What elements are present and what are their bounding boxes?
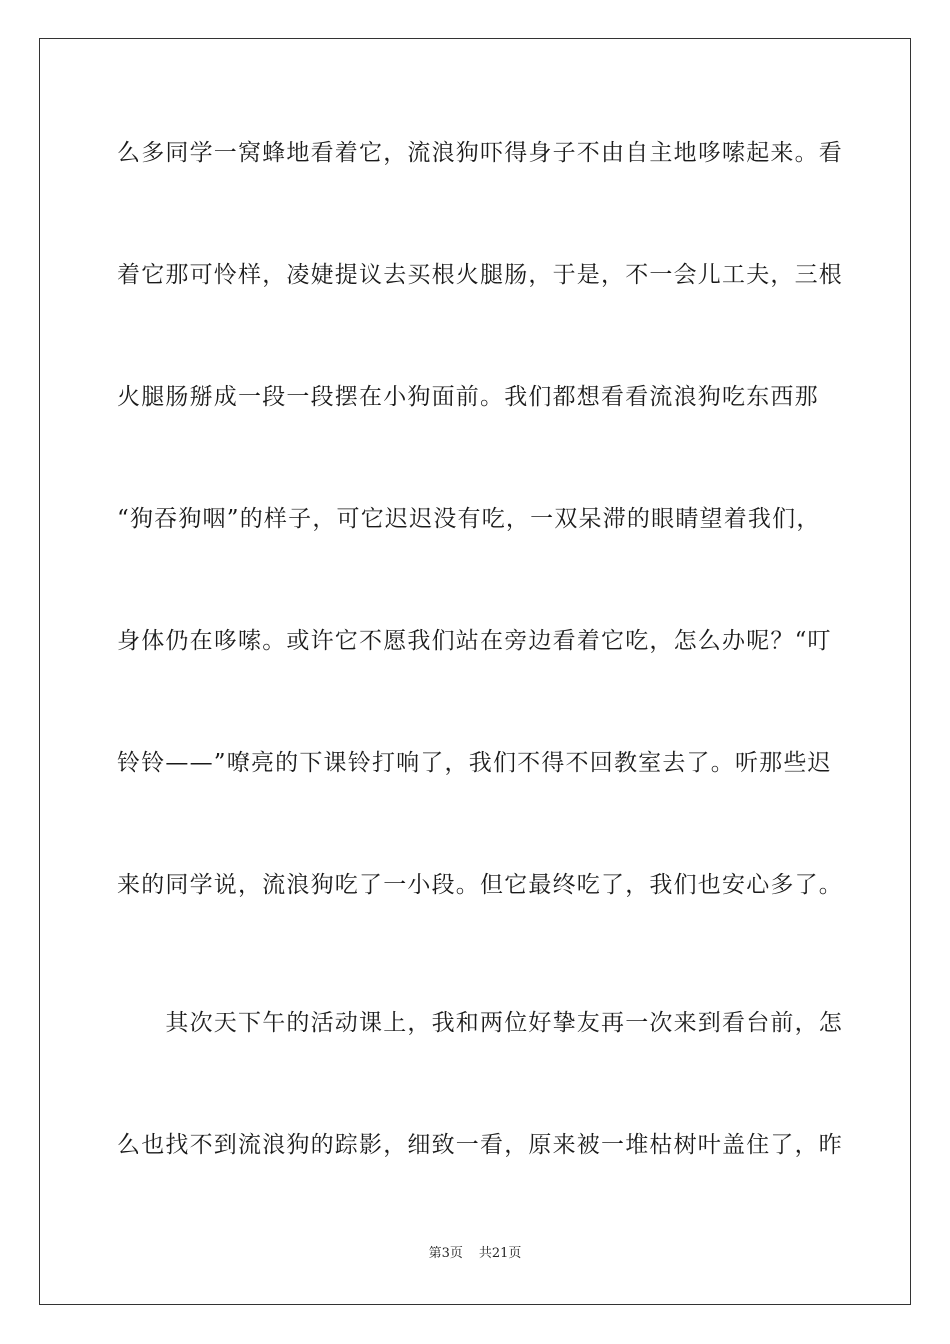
text-line: 么也找不到流浪狗的踪影，细致一看，原来被一堆枯树叶盖住了，昨 bbox=[117, 1132, 843, 1158]
text-line: 么多同学一窝蜂地看着它，流浪狗吓得身子不由自主地哆嗦起来。看 bbox=[117, 140, 843, 166]
text-line: “狗吞狗咽”的样子，可它迟迟没有吃，一双呆滞的眼睛望着我们， bbox=[117, 506, 821, 532]
text-line: 火腿肠掰成一段一段摆在小狗面前。我们都想看看流浪狗吃东西那 bbox=[117, 384, 819, 410]
page-number: 第3页 bbox=[428, 1246, 463, 1261]
text-line: 着它那可怜样，凌婕提议去买根火腿肠，于是，不一会儿工夫，三根 bbox=[117, 262, 843, 288]
page-total: 共21页 bbox=[478, 1246, 522, 1261]
page-footer bbox=[0, 1245, 950, 1263]
text-line: 来的同学说，流浪狗吃了一小段。但它最终吃了，我们也安心多了。 bbox=[117, 872, 843, 898]
text-line: 身体仍在哆嗦。或许它不愿我们站在旁边看着它吃，怎么办呢？“叮 bbox=[117, 628, 832, 654]
text-line: 其次天下午的活动课上，我和两位好挚友再一次来到看台前，怎 bbox=[117, 1010, 843, 1036]
text-line: 铃铃——”嘹亮的下课铃打响了，我们不得不回教室去了。听那些迟 bbox=[117, 750, 832, 776]
page-border bbox=[39, 38, 911, 1305]
